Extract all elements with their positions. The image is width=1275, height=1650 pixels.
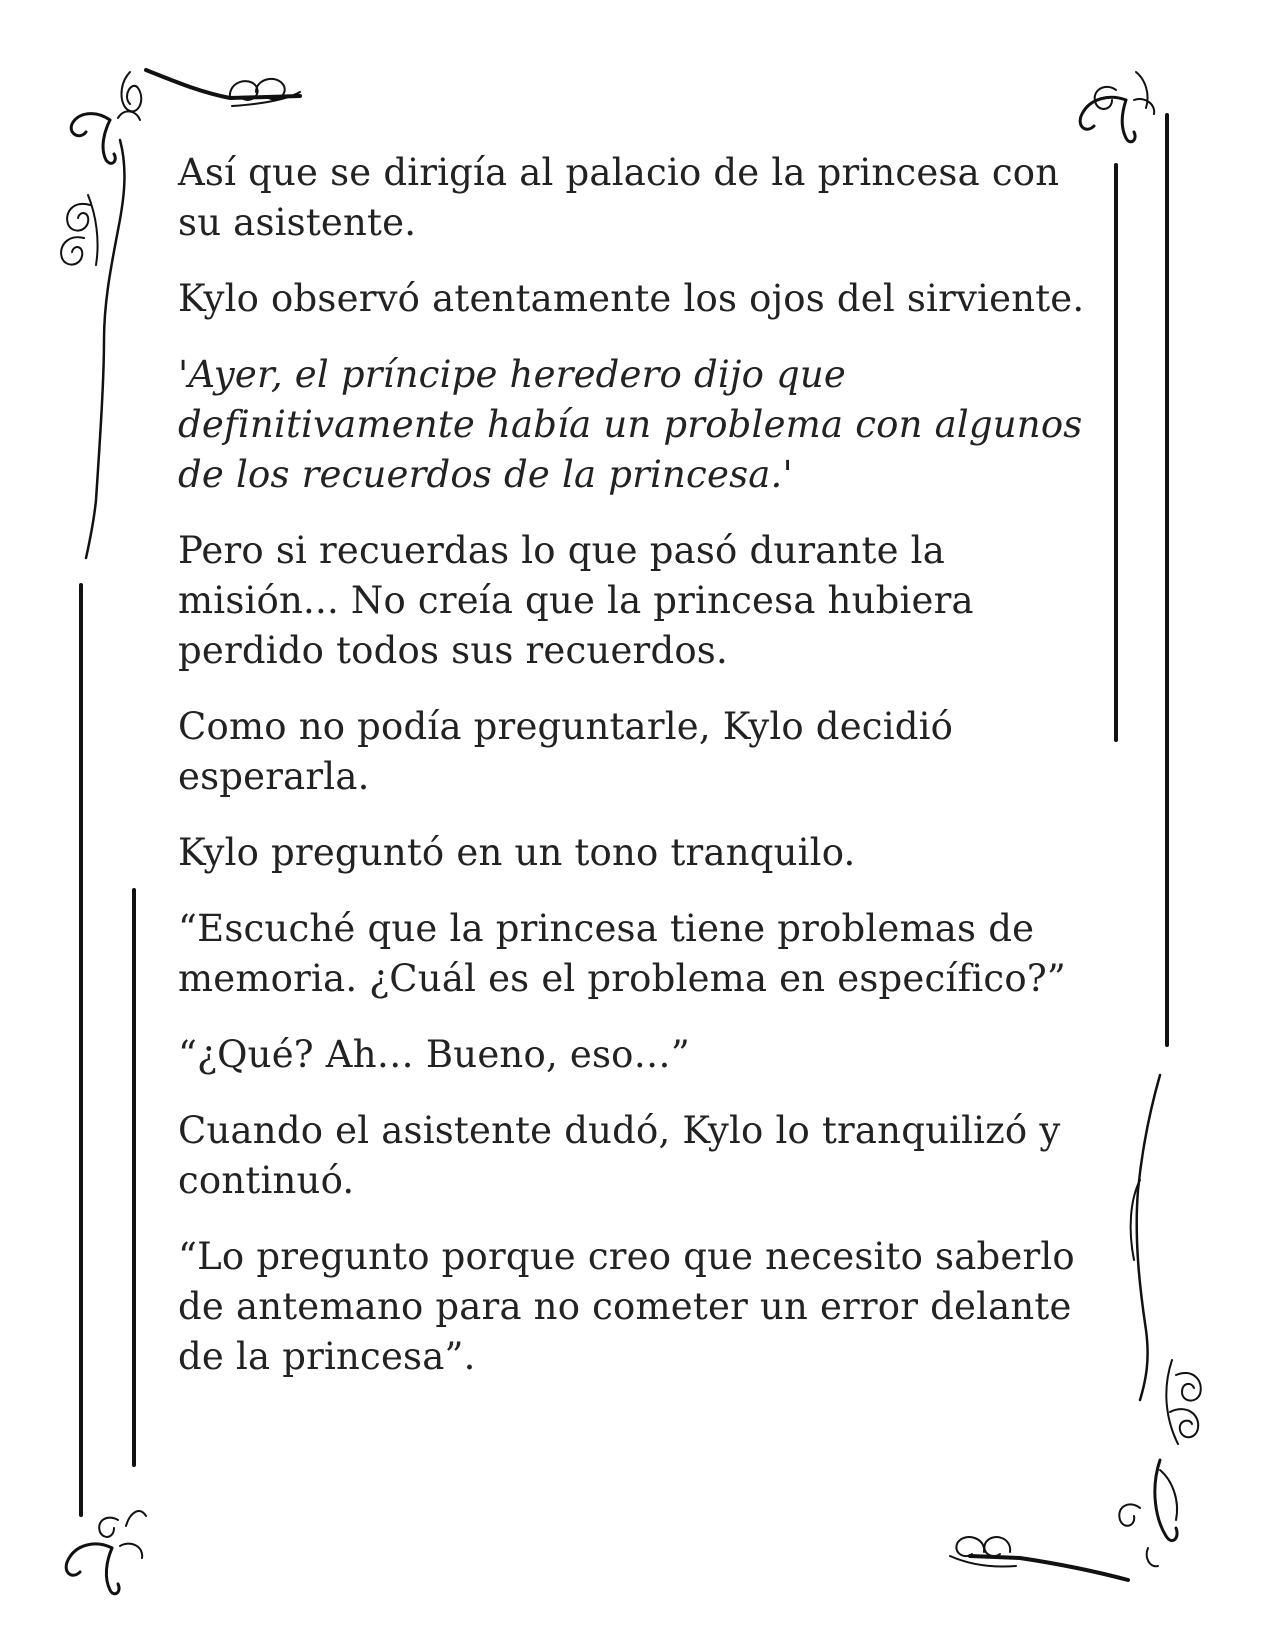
bottom-left-flourish-icon <box>66 1511 146 1594</box>
paragraph-8-dialogue: “¿Qué? Ah… Bueno, eso…” <box>178 1033 690 1076</box>
paragraph-6: Kylo preguntó en un tono tranquilo. <box>178 831 856 874</box>
page-body <box>178 148 1108 1408</box>
paragraph-7-dialogue: “Escuché que la princesa tiene problemas de memoria. ¿Cuál es el problema en específico?” <box>178 907 1066 1000</box>
top-right-flourish-icon <box>1080 72 1154 142</box>
paragraph-4: Pero si recuerdas lo que pasó durante la misión... No creía que la princesa hubiera perdido todos sus recuerdos. <box>178 529 974 672</box>
paragraph-2: Kylo observó atentamente los ojos del sirviente. <box>178 277 1085 320</box>
paragraph-1: Así que se dirigía al palacio de la princesa con su asistente. <box>178 151 1060 244</box>
paragraph-9: Cuando el asistente dudó, Kylo lo tranquilizó y continuó. <box>178 1109 1061 1202</box>
paragraph-10-dialogue: “Lo pregunto porque creo que necesito saberlo de antemano para no cometer un error delante de la princesa”. <box>178 1235 1075 1378</box>
paragraph-3-thought: 'Ayer, el príncipe heredero dijo que definitivamente había un problema con algunos de los recuerdos de la princesa.' <box>178 353 1083 496</box>
paragraph-5: Como no podía preguntarle, Kylo decidió esperarla. <box>178 705 954 798</box>
